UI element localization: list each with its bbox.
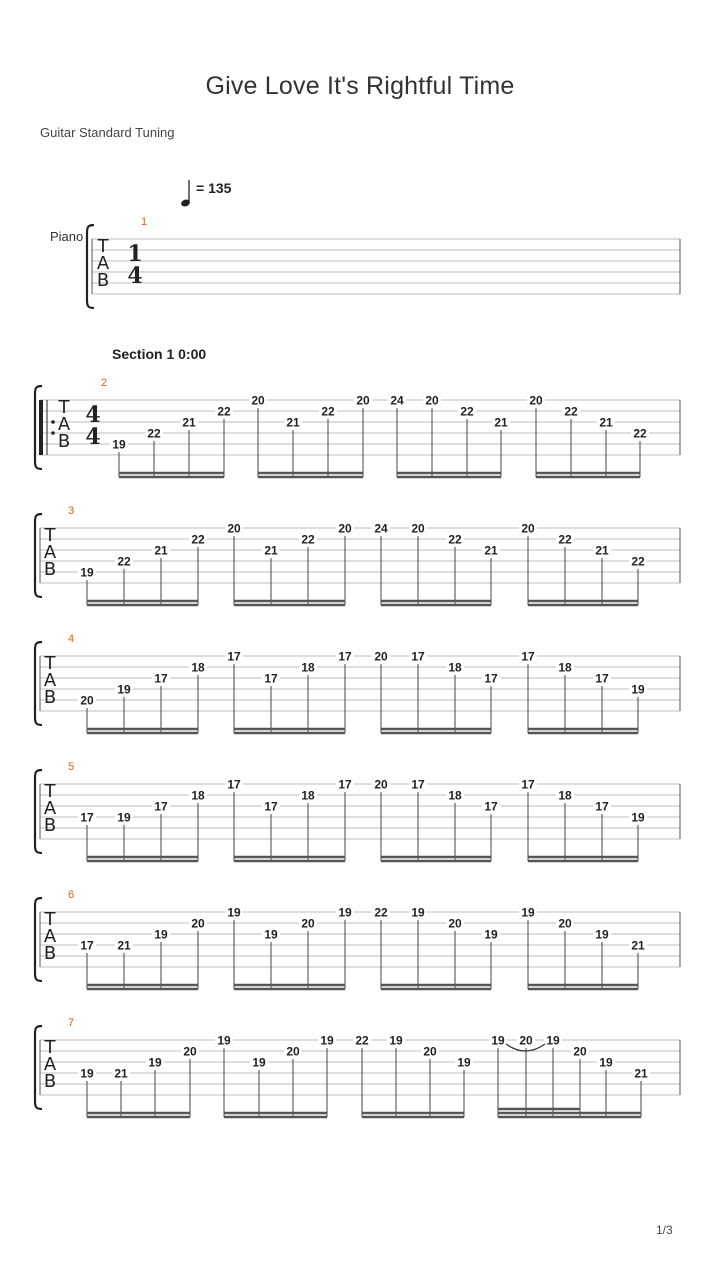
tuning-label: Guitar Standard Tuning [40,125,175,140]
beat-group [78,1045,199,1118]
tab-system [87,216,680,308]
fret-number: 22 [631,554,645,569]
fret-number: 21 [634,1066,648,1081]
fret-number: 19 [80,1066,94,1081]
tab-system [35,633,680,733]
fret-number: 18 [191,788,205,803]
tab-clef-letter: T [97,236,109,257]
fret-number: 22 [147,426,161,441]
fret-number: 17 [484,671,498,686]
fret-number: 18 [558,660,572,675]
fret-number: 19 [338,905,352,920]
fret-number: 19 [117,810,131,825]
page-number: 1/3 [656,1223,673,1237]
fret-number: 21 [117,938,131,953]
system-bracket [35,1026,42,1109]
beat-group [527,394,649,478]
beat-group [372,650,500,734]
fret-number: 21 [484,543,498,558]
fret-number: 22 [374,905,388,920]
tab-clef-letter: B [57,431,71,452]
fret-number: 19 [154,927,168,942]
fret-number: 20 [80,693,94,708]
beat-group [215,1034,336,1118]
beat-group [388,394,510,478]
beat-group [225,778,354,862]
beat-group [225,906,354,990]
fret-number: 19 [595,927,609,942]
tab-system [35,377,680,477]
repeat-dot [51,420,55,424]
repeat-dot [51,431,55,435]
system-bracket [35,514,42,597]
fret-number: 21 [182,415,196,430]
fret-number: 22 [633,426,647,441]
fret-number: 17 [411,777,425,792]
fret-number: 20 [425,393,439,408]
tab-clef-letter: B [43,1071,57,1092]
fret-number: 17 [338,649,352,664]
fret-number: 22 [355,1033,369,1048]
system-bracket [35,898,42,981]
tab-clef-letter: A [43,670,57,691]
fret-number: 22 [448,532,462,547]
fret-number: 22 [191,532,205,547]
system-bracket [35,642,42,725]
tab-clef-letter: T [44,1037,56,1058]
fret-number: 19 [252,1055,266,1070]
beat-group [78,661,207,734]
fret-number: 22 [558,532,572,547]
fret-number: 20 [183,1044,197,1059]
fret-number: 17 [80,938,94,953]
fret-number: 19 [80,565,94,580]
fret-number: 20 [529,393,543,408]
measure-number: 7 [67,1017,75,1029]
measure-number: 5 [67,761,75,773]
tab-clef-letter: T [44,653,56,674]
fret-number: 21 [599,415,613,430]
fret-number: 20 [573,1044,587,1059]
fret-number: 17 [595,671,609,686]
fret-number: 17 [154,799,168,814]
fret-number: 19 [320,1033,334,1048]
tab-system [35,761,680,861]
system-bracket [87,225,94,308]
fret-number: 17 [521,649,535,664]
fret-number: 17 [484,799,498,814]
time-signature-bottom: 4 [85,424,101,450]
beat-group [519,650,647,734]
fret-number: 17 [521,777,535,792]
beat-group [372,778,500,862]
fret-number: 17 [264,799,278,814]
fret-number: 17 [411,649,425,664]
fret-number: 21 [494,415,508,430]
fret-number: 18 [191,660,205,675]
fret-number: 18 [301,660,315,675]
beat-group [519,522,647,606]
fret-number: 22 [321,404,335,419]
tab-system [35,505,680,605]
tab-clef-letter: A [96,253,110,274]
beat-group [225,522,354,606]
tab-clef-letter: T [58,397,70,418]
fret-number: 20 [558,916,572,931]
fret-number: 24 [374,521,388,536]
fret-number: 20 [338,521,352,536]
beat-group [225,650,354,734]
fret-number: 19 [631,810,645,825]
fret-number: 20 [374,777,388,792]
fret-number: 20 [191,916,205,931]
fret-number: 22 [564,404,578,419]
beat-group [110,405,233,478]
fret-number: 19 [112,437,126,452]
tab-clef-letter: A [43,542,57,563]
fret-number: 17 [154,671,168,686]
fret-number: 21 [595,543,609,558]
fret-number: 19 [117,682,131,697]
fret-number: 19 [217,1033,231,1048]
measure-number: 4 [67,633,75,645]
fret-number: 21 [286,415,300,430]
fret-number: 22 [117,554,131,569]
fret-number: 17 [595,799,609,814]
fret-number: 17 [264,671,278,686]
beat-group [519,906,647,990]
tab-clef-letter: B [43,559,57,580]
fret-number: 20 [251,393,265,408]
fret-number: 20 [411,521,425,536]
measure-number: 6 [67,889,75,901]
fret-number: 20 [521,521,535,536]
tab-clef-letter: T [44,781,56,802]
beat-group [372,522,500,606]
fret-number: 20 [286,1044,300,1059]
tempo-value: = 135 [196,180,232,196]
tab-system [35,1017,680,1117]
fret-number: 22 [301,532,315,547]
fret-number: 20 [301,916,315,931]
fret-number: 19 [148,1055,162,1070]
section-marker: Section 1 0:00 [112,346,207,362]
fret-number: 19 [599,1055,613,1070]
tab-clef-letter: A [43,798,57,819]
fret-number: 18 [558,788,572,803]
fret-number: 17 [338,777,352,792]
tab-clef-letter: A [43,1054,57,1075]
beat-group [78,789,207,862]
fret-number: 20 [519,1033,533,1048]
fret-number: 20 [448,916,462,931]
fret-number: 19 [491,1033,505,1048]
time-signature-top: 1 [127,241,143,267]
fret-number: 18 [301,788,315,803]
tab-clef-letter: T [44,525,56,546]
fret-number: 22 [460,404,474,419]
fret-number: 19 [227,905,241,920]
fret-number: 18 [448,788,462,803]
fret-number: 20 [423,1044,437,1059]
fret-number: 18 [448,660,462,675]
instrument-label: Piano [50,229,84,244]
measure-number: 3 [67,505,75,517]
fret-number: 17 [80,810,94,825]
beat-group [78,533,207,606]
beat-group [78,917,207,990]
fret-number: 19 [631,682,645,697]
score-title: Give Love It's Rightful Time [205,72,515,100]
measure-number: 2 [100,377,108,389]
fret-number: 19 [264,927,278,942]
fret-number: 20 [227,521,241,536]
fret-number: 19 [484,927,498,942]
system-bracket [35,770,42,853]
beat-group [372,906,500,990]
fret-number: 21 [264,543,278,558]
fret-number: 19 [457,1055,471,1070]
beat-group [249,394,372,478]
tab-clef-letter: B [43,815,57,836]
tab-clef-letter: T [44,909,56,930]
time-signature-bottom: 4 [127,263,143,289]
tab-clef-letter: B [43,687,57,708]
beat-group [519,778,647,862]
fret-number: 24 [390,393,404,408]
beat-group [353,1034,473,1118]
fret-number: 19 [521,905,535,920]
fret-number: 21 [631,938,645,953]
fret-number: 20 [356,393,370,408]
fret-number: 22 [217,404,231,419]
beat-group [489,1034,650,1118]
measure-number: 1 [140,216,148,228]
fret-number: 20 [374,649,388,664]
tab-clef-letter: B [96,270,110,291]
fret-number: 19 [546,1033,560,1048]
fret-number: 17 [227,777,241,792]
tab-system [35,889,680,989]
fret-number: 19 [389,1033,403,1048]
fret-number: 21 [154,543,168,558]
tab-clef-letter: A [43,926,57,947]
time-signature-top: 4 [85,402,101,428]
tab-clef-letter: B [43,943,57,964]
fret-number: 21 [114,1066,128,1081]
tab-clef-letter: A [57,414,71,435]
fret-number: 19 [411,905,425,920]
fret-number: 17 [227,649,241,664]
